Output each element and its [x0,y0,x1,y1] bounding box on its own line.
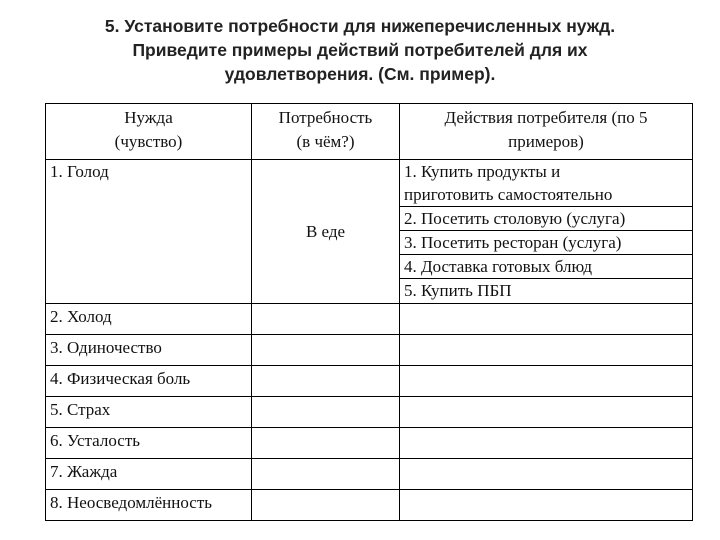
example-need-cell [46,160,252,304]
need-label: 7. Жажда [50,462,118,481]
header-actions-line-1: Действия потребителя (по 5 [444,108,648,127]
need-label: 3. Одиночество [50,338,162,357]
actions-cell[interactable] [400,366,693,397]
example-action-1: 1. Купить продукты и [404,162,561,181]
need-label: 8. Неосведомлённость [50,493,212,512]
header-requirement-line-1: Потребность [278,108,373,127]
requirement-cell[interactable] [252,490,400,521]
requirement-cell[interactable] [252,428,400,459]
example-action-5: 5. Купить ПБП [400,278,692,302]
actions-cell[interactable] [400,490,693,521]
actions-cell[interactable] [400,459,693,490]
requirement-cell[interactable] [252,366,400,397]
requirement-cell[interactable] [252,304,400,335]
need-cell [46,397,252,428]
task-title-line-2: Приведите примеры действий потребителей для их [132,40,588,60]
header-need-line-2: (чувство) [114,132,183,151]
header-actions [400,104,693,160]
table-row [46,304,693,335]
header-requirement [252,104,400,160]
table-row [46,366,693,397]
need-label: 4. Физическая боль [50,369,191,388]
need-cell [46,366,252,397]
task-title-line-3: удовлетворения. (См. пример). [224,64,496,84]
example-row [46,160,693,304]
header-row [46,104,693,160]
requirement-cell[interactable] [252,459,400,490]
needs-table [45,103,693,521]
table-row [46,459,693,490]
actions-cell[interactable] [400,335,693,366]
header-need [46,104,252,160]
need-label: 2. Холод [50,307,112,326]
actions-cell[interactable] [400,397,693,428]
actions-cell[interactable] [400,304,693,335]
table-row [46,490,693,521]
header-actions-line-2: примеров) [508,132,584,151]
example-actions-cell [400,160,693,304]
need-label: 5. Страх [50,400,111,419]
example-requirement: В еде [305,221,346,241]
example-action-1-cont: приготовить самостоятельно [404,185,613,204]
example-requirement-cell [252,160,400,304]
table-row [46,428,693,459]
requirement-cell[interactable] [252,335,400,366]
example-action-3: 3. Посетить ресторан (услуга) [400,230,692,254]
header-requirement-line-2: (в чём?) [296,132,355,151]
need-cell [46,335,252,366]
header-need-line-1: Нужда [124,108,173,127]
example-action-4: 4. Доставка готовых блюд [400,254,692,278]
need-label: 6. Усталость [50,431,141,450]
need-cell [46,428,252,459]
requirement-cell[interactable] [252,397,400,428]
need-cell [46,304,252,335]
task-title-line-1: 5. Установите потребности для нижеперечисленных нужд. [104,16,616,36]
example-need: 1. Голод [50,162,109,181]
table-row [46,397,693,428]
table-row [46,335,693,366]
need-cell [46,490,252,521]
actions-cell[interactable] [400,428,693,459]
need-cell [46,459,252,490]
task-title [40,14,680,86]
example-action-2: 2. Посетить столовую (услуга) [400,206,692,230]
